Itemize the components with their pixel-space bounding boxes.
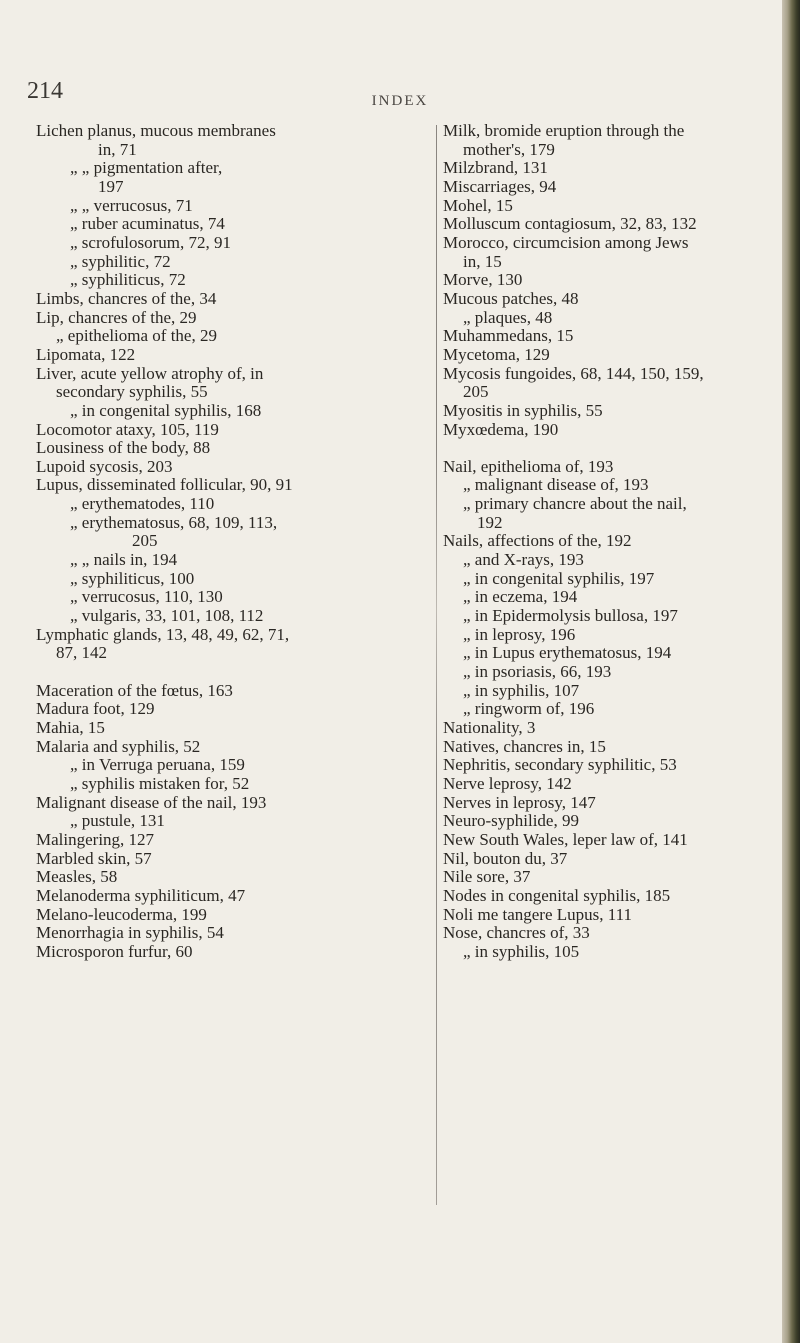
index-entry: Milk, bromide eruption through the xyxy=(443,121,685,140)
index-entry: Limbs, chancres of the, 34 xyxy=(36,288,217,308)
index-entry: „ in Epidermolysis bullosa, 197 xyxy=(463,606,678,626)
index-entry: Marbled skin, 57 xyxy=(36,848,152,868)
index-entry: Mycosis fungoides, 68, 144, 150, 159, xyxy=(443,363,704,383)
index-entry: Lipomata, 122 xyxy=(36,344,136,364)
index-entry: Neuro-syphilide, 99 xyxy=(443,811,579,831)
index-entry: „ ruber acuminatus, 74 xyxy=(70,214,225,234)
index-entry: Malingering, 127 xyxy=(36,829,155,849)
index-entry: Menorrhagia in syphilis, 54 xyxy=(36,923,224,943)
index-entry: „ vulgaris, 33, 101, 108, 112 xyxy=(70,606,264,626)
index-entry: Maceration of the fœtus, 163 xyxy=(36,680,233,700)
index-entry: 197 xyxy=(98,176,124,196)
index-entry: „ ringworm of, 196 xyxy=(463,699,595,719)
page-edge-shadow xyxy=(782,0,800,1343)
index-entry: „ syphilitic, 72 xyxy=(70,251,171,271)
index-entry: mother's, 179 xyxy=(463,139,555,159)
running-head: INDEX xyxy=(371,93,429,109)
index-entry: „ in syphilis, 105 xyxy=(463,941,580,961)
index-entry: Lymphatic glands, 13, 48, 49, 62, 71, xyxy=(36,624,290,644)
index-entry: „ malignant disease of, 193 xyxy=(463,475,649,495)
index-entry: Milzbrand, 131 xyxy=(443,158,548,178)
index-entry: Nationality, 3 xyxy=(443,717,536,737)
index-entry: Lip, chancres of the, 29 xyxy=(36,307,197,327)
index-entry: „ in congenital syphilis, 197 xyxy=(463,568,655,588)
index-entry: 192 xyxy=(477,512,503,532)
index-entry: Myxœdema, 190 xyxy=(443,419,559,439)
index-entry: Mohel, 15 xyxy=(443,195,513,215)
index-entry: Liver, acute yellow atrophy of, in xyxy=(36,363,264,383)
index-entry: Mahia, 15 xyxy=(36,717,105,737)
index-entry: Morocco, circumcision among Jews xyxy=(443,232,689,252)
index-entry: in, 71 xyxy=(98,139,137,159)
index-entry: Malaria and syphilis, 52 xyxy=(36,736,201,756)
index-entry: „ in psoriasis, 66, 193 xyxy=(463,662,612,682)
index-entry: „ epithelioma of the, 29 xyxy=(56,326,217,346)
index-entry: New South Wales, leper law of, 141 xyxy=(443,829,688,849)
index-entry: Mycetoma, 129 xyxy=(443,344,550,364)
index-entry: Muhammedans, 15 xyxy=(443,326,574,346)
index-entry: Measles, 58 xyxy=(36,867,118,887)
index-entry: „ and X-rays, 193 xyxy=(463,550,584,570)
index-column-left xyxy=(36,122,436,962)
index-entry: in, 15 xyxy=(463,251,502,271)
index-entry: Microsporon furfur, 60 xyxy=(36,941,193,961)
index-entry: 205 xyxy=(132,531,158,551)
index-entry: Locomotor ataxy, 105, 119 xyxy=(36,419,219,439)
index-entry: Melanoderma syphiliticum, 47 xyxy=(36,885,246,905)
index-entry: „ „ pigmentation after, xyxy=(70,158,223,178)
index-entry: „ in congenital syphilis, 168 xyxy=(70,400,262,420)
index-entry: „ in syphilis, 107 xyxy=(463,680,580,700)
index-entry: Nephritis, secondary syphilitic, 53 xyxy=(443,755,677,775)
index-entry: 205 xyxy=(463,382,489,402)
index-entry: Lousiness of the body, 88 xyxy=(36,438,211,458)
index-entry: „ syphilis mistaken for, 52 xyxy=(70,773,250,793)
index-entry: Myositis in syphilis, 55 xyxy=(443,400,603,420)
index-entry: „ syphiliticus, 100 xyxy=(70,568,195,588)
index-entry: „ syphiliticus, 72 xyxy=(70,270,186,290)
index-column-right xyxy=(443,122,778,962)
index-entry: Madura foot, 129 xyxy=(36,699,155,719)
index-entry: Lupoid sycosis, 203 xyxy=(36,456,173,476)
index-entry: Nail, epithelioma of, 193 xyxy=(443,456,614,476)
index-entry: „ pustule, 131 xyxy=(70,811,165,831)
index-entry: Nerve leprosy, 142 xyxy=(443,773,572,793)
column-divider xyxy=(436,125,437,1205)
index-entry: Mucous patches, 48 xyxy=(443,288,579,308)
index-entry: Nails, affections of the, 192 xyxy=(443,531,632,551)
index-entry: Molluscum contagiosum, 32, 83, 132 xyxy=(443,214,697,234)
index-entry: Melano-leucoderma, 199 xyxy=(36,904,207,924)
entry-gap xyxy=(443,439,778,458)
index-entry: Nile sore, 37 xyxy=(443,867,531,887)
index-entry: „ in eczema, 194 xyxy=(463,587,578,607)
index-entry: Nerves in leprosy, 147 xyxy=(443,792,596,812)
index-entry: Noli me tangere Lupus, 111 xyxy=(443,904,633,924)
index-entry: secondary syphilis, 55 xyxy=(56,382,208,402)
index-entry: 87, 142 xyxy=(56,643,107,663)
entry-gap xyxy=(36,663,436,682)
index-entry: Natives, chancres in, 15 xyxy=(443,736,606,756)
index-entry: „ „ verrucosus, 71 xyxy=(70,195,193,215)
page-number: 214 xyxy=(27,78,63,104)
index-entry: „ in Lupus erythematosus, 194 xyxy=(463,643,672,663)
index-entry: „ primary chancre about the nail, xyxy=(463,494,687,514)
index-entry: „ scrofulosorum, 72, 91 xyxy=(70,232,232,252)
index-entry: „ „ nails in, 194 xyxy=(70,550,178,570)
index-entry: Morve, 130 xyxy=(443,270,523,290)
index-entry: Miscarriages, 94 xyxy=(443,176,557,196)
index-entry: Lupus, disseminated follicular, 90, 91 xyxy=(36,475,293,495)
index-entry: Malignant disease of the nail, 193 xyxy=(36,792,267,812)
index-entry: „ in leprosy, 196 xyxy=(463,624,576,644)
index-entry: „ erythematosus, 68, 109, 113, xyxy=(70,512,278,532)
index-entry: „ plaques, 48 xyxy=(463,307,553,327)
index-entry: „ verrucosus, 110, 130 xyxy=(70,587,223,607)
index-entry: Lichen planus, mucous membranes xyxy=(36,121,276,140)
index-entry: Nil, bouton du, 37 xyxy=(443,848,568,868)
index-entry: „ erythematodes, 110 xyxy=(70,494,215,514)
index-entry: Nodes in congenital syphilis, 185 xyxy=(443,885,671,905)
index-entry: „ in Verruga peruana, 159 xyxy=(70,755,245,775)
index-entry: Nose, chancres of, 33 xyxy=(443,923,590,943)
